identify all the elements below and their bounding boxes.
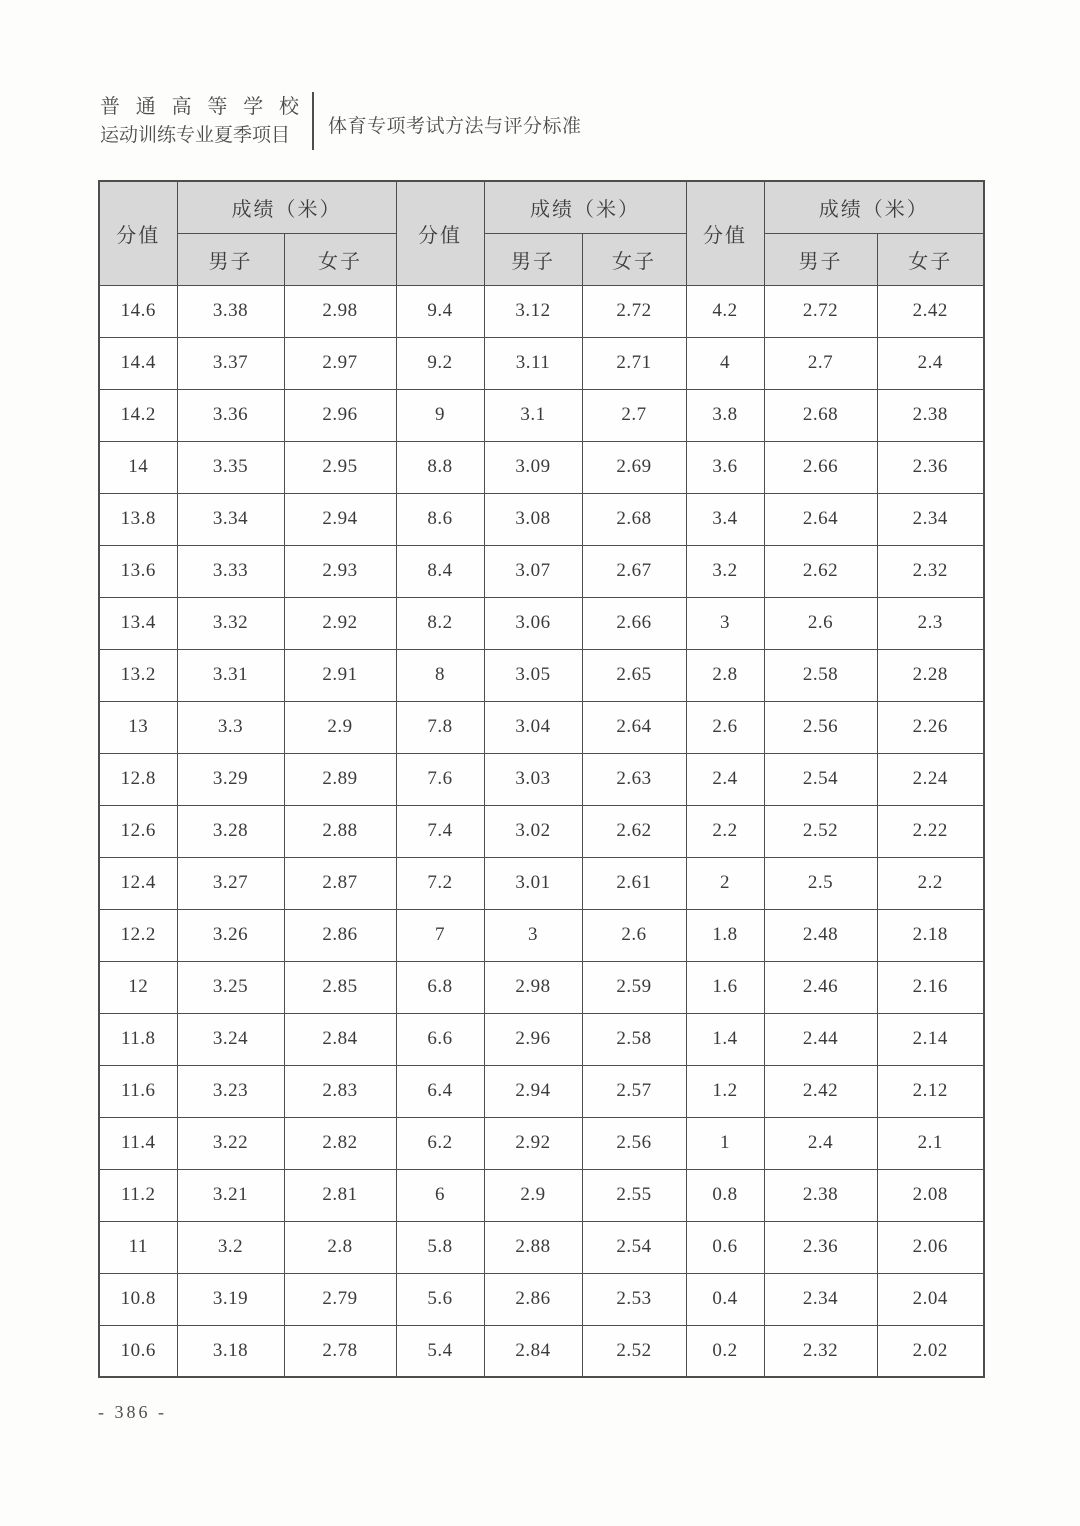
table-cell: 3 (484, 909, 582, 961)
table-cell: 2.4 (764, 1117, 877, 1169)
table-cell: 2.22 (877, 805, 984, 857)
table-cell: 3.09 (484, 441, 582, 493)
table-cell: 2.53 (582, 1273, 686, 1325)
table-cell: 2.69 (582, 441, 686, 493)
table-cell: 2.04 (877, 1273, 984, 1325)
table-cell: 10.6 (99, 1325, 177, 1377)
table-cell: 3.27 (177, 857, 284, 909)
table-cell: 2.55 (582, 1169, 686, 1221)
table-cell: 2.54 (764, 753, 877, 805)
table-cell: 3.23 (177, 1065, 284, 1117)
table-cell: 2.9 (484, 1169, 582, 1221)
table-cell: 2.06 (877, 1221, 984, 1273)
table-cell: 4 (686, 337, 764, 389)
table-row (99, 597, 984, 649)
table-cell: 0.4 (686, 1273, 764, 1325)
table-cell: 5.4 (396, 1325, 484, 1377)
table-row (99, 1169, 984, 1221)
table-cell: 2.12 (877, 1065, 984, 1117)
table-cell: 3.21 (177, 1169, 284, 1221)
table-cell: 3.04 (484, 701, 582, 753)
header-row-2 (99, 233, 984, 285)
table-cell: 2.71 (582, 337, 686, 389)
col-header-female-3: 女子 (877, 233, 984, 285)
table-cell: 4.2 (686, 285, 764, 337)
col-header-result-1: 成绩（米） (177, 181, 396, 233)
table-cell: 1.8 (686, 909, 764, 961)
table-row (99, 337, 984, 389)
table-row (99, 701, 984, 753)
table-cell: 13.2 (99, 649, 177, 701)
table-cell: 2 (686, 857, 764, 909)
table-cell: 6.8 (396, 961, 484, 1013)
table-row (99, 753, 984, 805)
table-cell: 10.8 (99, 1273, 177, 1325)
table-cell: 2.98 (484, 961, 582, 1013)
table-cell: 3.22 (177, 1117, 284, 1169)
table-cell: 2.52 (764, 805, 877, 857)
table-cell: 3.28 (177, 805, 284, 857)
table-cell: 2.89 (284, 753, 396, 805)
table-cell: 11 (99, 1221, 177, 1273)
col-header-female-1: 女子 (284, 233, 396, 285)
table-cell: 3.6 (686, 441, 764, 493)
col-header-result-3: 成绩（米） (764, 181, 984, 233)
table-cell: 8.6 (396, 493, 484, 545)
table-cell: 3.3 (177, 701, 284, 753)
table-cell: 2.4 (686, 753, 764, 805)
table-cell: 2.81 (284, 1169, 396, 1221)
table-cell: 2.64 (582, 701, 686, 753)
table-cell: 1.4 (686, 1013, 764, 1065)
table-cell: 2.68 (764, 389, 877, 441)
table-row (99, 493, 984, 545)
table-cell: 13.4 (99, 597, 177, 649)
table-cell: 3.1 (484, 389, 582, 441)
table-cell: 2.38 (877, 389, 984, 441)
table-cell: 3.07 (484, 545, 582, 597)
col-header-score-2: 分值 (396, 181, 484, 285)
page-number: - 386 - (98, 1402, 167, 1422)
table-row (99, 1013, 984, 1065)
col-header-female-2: 女子 (582, 233, 686, 285)
table-cell: 2.72 (582, 285, 686, 337)
table-cell: 2.54 (582, 1221, 686, 1273)
table-cell: 2.8 (284, 1221, 396, 1273)
table-cell: 2.84 (484, 1325, 582, 1377)
header-series-line2: 运动训练专业夏季项目 (100, 125, 291, 146)
table-cell: 2.68 (582, 493, 686, 545)
table-cell: 3.05 (484, 649, 582, 701)
table-cell: 2.93 (284, 545, 396, 597)
table-cell: 2.32 (877, 545, 984, 597)
table-cell: 2.96 (484, 1013, 582, 1065)
table-cell: 13 (99, 701, 177, 753)
table-cell: 2.38 (764, 1169, 877, 1221)
table-cell: 2.6 (582, 909, 686, 961)
table-cell: 2.86 (284, 909, 396, 961)
table-cell: 7.6 (396, 753, 484, 805)
table-cell: 2.72 (764, 285, 877, 337)
table-cell: 6.6 (396, 1013, 484, 1065)
table-cell: 8 (396, 649, 484, 701)
table-cell: 2.94 (484, 1065, 582, 1117)
table-cell: 3.38 (177, 285, 284, 337)
table-cell: 2.61 (582, 857, 686, 909)
table-cell: 2.63 (582, 753, 686, 805)
table-cell: 3.24 (177, 1013, 284, 1065)
table-cell: 2.36 (877, 441, 984, 493)
table-cell: 2.83 (284, 1065, 396, 1117)
col-header-result-2: 成绩（米） (484, 181, 686, 233)
table-cell: 2.91 (284, 649, 396, 701)
table-cell: 9.4 (396, 285, 484, 337)
table-cell: 2.24 (877, 753, 984, 805)
table-cell: 3.34 (177, 493, 284, 545)
table-cell: 2.8 (686, 649, 764, 701)
table-row (99, 961, 984, 1013)
table-cell: 2.4 (877, 337, 984, 389)
table-cell: 2.67 (582, 545, 686, 597)
table-cell: 1.2 (686, 1065, 764, 1117)
col-header-male-2: 男子 (484, 233, 582, 285)
table-cell: 3.12 (484, 285, 582, 337)
table-cell: 2.66 (764, 441, 877, 493)
table-cell: 2.97 (284, 337, 396, 389)
table-cell: 2.57 (582, 1065, 686, 1117)
table-cell: 2.44 (764, 1013, 877, 1065)
col-header-male-1: 男子 (177, 233, 284, 285)
table-cell: 8.2 (396, 597, 484, 649)
header-series-line1: 普通高等学校 (100, 96, 300, 118)
table-cell: 2.7 (764, 337, 877, 389)
table-cell: 3.4 (686, 493, 764, 545)
table-cell: 5.8 (396, 1221, 484, 1273)
header-book-title: 体育专项考试方法与评分标准 (328, 115, 582, 137)
table-cell: 2.56 (582, 1117, 686, 1169)
table-cell: 2.6 (764, 597, 877, 649)
table-row (99, 649, 984, 701)
table-cell: 14 (99, 441, 177, 493)
table-row (99, 1117, 984, 1169)
table-cell: 3.31 (177, 649, 284, 701)
table-cell: 3.36 (177, 389, 284, 441)
table-cell: 3.35 (177, 441, 284, 493)
table-row (99, 545, 984, 597)
table-cell: 12.4 (99, 857, 177, 909)
table-cell: 2.98 (284, 285, 396, 337)
score-table-header (99, 181, 984, 285)
table-row (99, 909, 984, 961)
table-cell: 14.2 (99, 389, 177, 441)
table-cell: 2.2 (877, 857, 984, 909)
col-header-score-3: 分值 (686, 181, 764, 285)
table-cell: 3.03 (484, 753, 582, 805)
table-row (99, 857, 984, 909)
table-cell: 2.94 (284, 493, 396, 545)
table-cell: 3.11 (484, 337, 582, 389)
table-cell: 7.2 (396, 857, 484, 909)
table-cell: 2.56 (764, 701, 877, 753)
table-cell: 11.8 (99, 1013, 177, 1065)
table-cell: 2.16 (877, 961, 984, 1013)
table-cell: 7 (396, 909, 484, 961)
table-cell: 6.2 (396, 1117, 484, 1169)
table-cell: 2.18 (877, 909, 984, 961)
header-divider (312, 92, 314, 150)
table-cell: 2.66 (582, 597, 686, 649)
table-cell: 2.3 (877, 597, 984, 649)
table-cell: 3.08 (484, 493, 582, 545)
table-cell: 2.82 (284, 1117, 396, 1169)
table-cell: 3.01 (484, 857, 582, 909)
table-cell: 2.88 (284, 805, 396, 857)
table-cell: 0.6 (686, 1221, 764, 1273)
table-cell: 2.62 (764, 545, 877, 597)
table-cell: 12.6 (99, 805, 177, 857)
table-cell: 3 (686, 597, 764, 649)
table-cell: 3.26 (177, 909, 284, 961)
table-cell: 3.33 (177, 545, 284, 597)
table-cell: 2.46 (764, 961, 877, 1013)
table-cell: 14.6 (99, 285, 177, 337)
table-cell: 2.95 (284, 441, 396, 493)
header-series-title (100, 92, 300, 150)
table-cell: 11.6 (99, 1065, 177, 1117)
table-cell: 3.29 (177, 753, 284, 805)
table-cell: 2.9 (284, 701, 396, 753)
table-cell: 2.79 (284, 1273, 396, 1325)
table-cell: 9 (396, 389, 484, 441)
table-cell: 2.7 (582, 389, 686, 441)
table-cell: 0.8 (686, 1169, 764, 1221)
table-cell: 3.2 (177, 1221, 284, 1273)
table-cell: 11.4 (99, 1117, 177, 1169)
table-cell: 3.37 (177, 337, 284, 389)
table-cell: 2.86 (484, 1273, 582, 1325)
table-cell: 7.8 (396, 701, 484, 753)
table-cell: 2.08 (877, 1169, 984, 1221)
table-cell: 2.5 (764, 857, 877, 909)
table-cell: 2.48 (764, 909, 877, 961)
table-cell: 2.85 (284, 961, 396, 1013)
header-row-1 (99, 181, 984, 233)
table-cell: 2.84 (284, 1013, 396, 1065)
table-cell: 2.96 (284, 389, 396, 441)
table-cell: 2.02 (877, 1325, 984, 1377)
table-cell: 2.59 (582, 961, 686, 1013)
table-cell: 2.2 (686, 805, 764, 857)
table-row (99, 805, 984, 857)
table-cell: 2.36 (764, 1221, 877, 1273)
table-cell: 8.8 (396, 441, 484, 493)
table-cell: 2.64 (764, 493, 877, 545)
table-cell: 1 (686, 1117, 764, 1169)
col-header-score-1: 分值 (99, 181, 177, 285)
table-cell: 2.14 (877, 1013, 984, 1065)
table-cell: 3.02 (484, 805, 582, 857)
table-cell: 6.4 (396, 1065, 484, 1117)
table-cell: 2.42 (764, 1065, 877, 1117)
table-cell: 3.2 (686, 545, 764, 597)
table-cell: 2.58 (582, 1013, 686, 1065)
table-row (99, 389, 984, 441)
table-cell: 2.88 (484, 1221, 582, 1273)
page-header (100, 92, 582, 150)
table-cell: 7.4 (396, 805, 484, 857)
table-cell: 6 (396, 1169, 484, 1221)
table-cell: 3.06 (484, 597, 582, 649)
table-cell: 2.62 (582, 805, 686, 857)
table-cell: 2.1 (877, 1117, 984, 1169)
table-cell: 12.2 (99, 909, 177, 961)
table-cell: 2.65 (582, 649, 686, 701)
table-cell: 2.6 (686, 701, 764, 753)
table-cell: 13.8 (99, 493, 177, 545)
table-cell: 2.26 (877, 701, 984, 753)
table-row (99, 1221, 984, 1273)
table-cell: 13.6 (99, 545, 177, 597)
table-cell: 3.18 (177, 1325, 284, 1377)
col-header-male-3: 男子 (764, 233, 877, 285)
table-cell: 5.6 (396, 1273, 484, 1325)
table-cell: 2.34 (877, 493, 984, 545)
table-cell: 8.4 (396, 545, 484, 597)
table-cell: 2.32 (764, 1325, 877, 1377)
table-cell: 2.92 (484, 1117, 582, 1169)
table-cell: 3.25 (177, 961, 284, 1013)
table-cell: 2.92 (284, 597, 396, 649)
table-cell: 0.2 (686, 1325, 764, 1377)
table-row (99, 441, 984, 493)
score-table (98, 180, 985, 1378)
table-cell: 2.42 (877, 285, 984, 337)
table-cell: 2.78 (284, 1325, 396, 1377)
table-row (99, 1325, 984, 1377)
table-cell: 2.28 (877, 649, 984, 701)
table-cell: 12.8 (99, 753, 177, 805)
table-cell: 2.58 (764, 649, 877, 701)
table-cell: 11.2 (99, 1169, 177, 1221)
table-cell: 1.6 (686, 961, 764, 1013)
table-row (99, 1273, 984, 1325)
table-cell: 2.52 (582, 1325, 686, 1377)
table-cell: 2.34 (764, 1273, 877, 1325)
table-cell: 3.19 (177, 1273, 284, 1325)
table-row (99, 285, 984, 337)
table-cell: 14.4 (99, 337, 177, 389)
table-cell: 2.87 (284, 857, 396, 909)
table-cell: 3.32 (177, 597, 284, 649)
score-table-body (99, 285, 984, 1377)
table-row (99, 1065, 984, 1117)
table-cell: 12 (99, 961, 177, 1013)
table-cell: 3.8 (686, 389, 764, 441)
table-cell: 9.2 (396, 337, 484, 389)
